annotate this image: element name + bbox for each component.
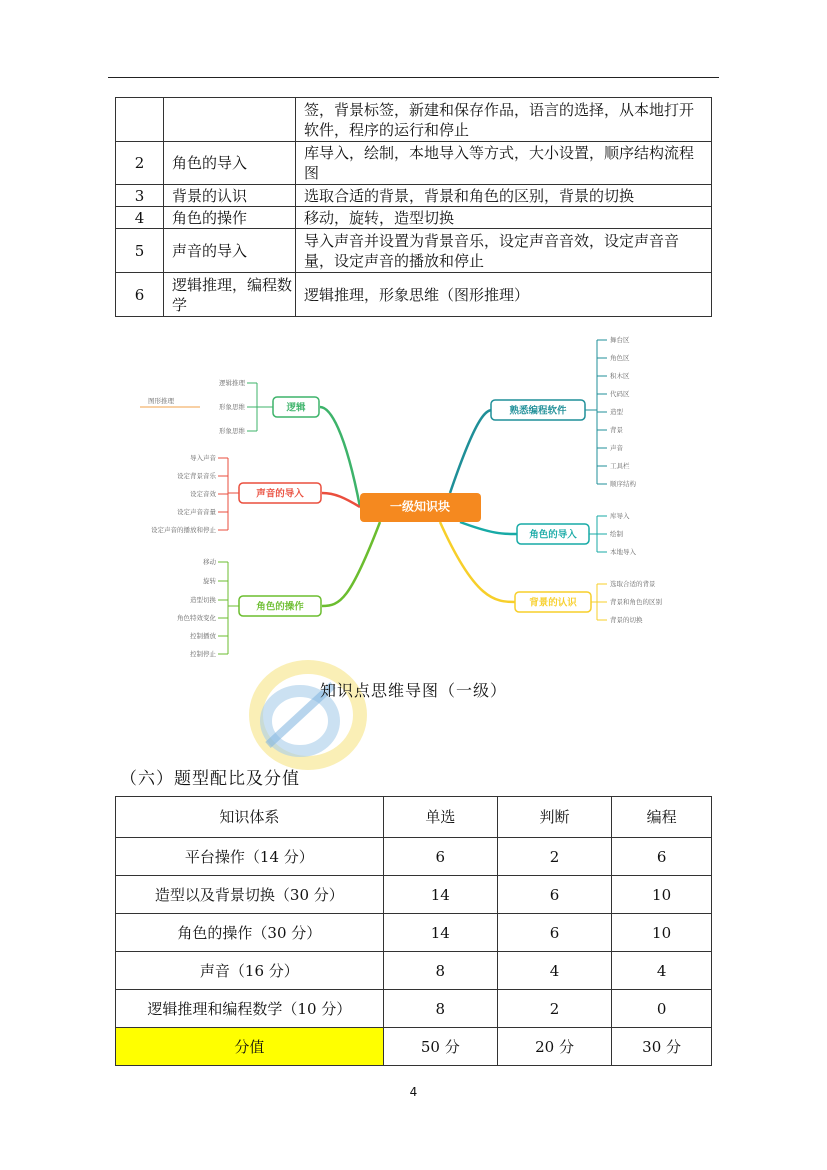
row-number: 4 [116,207,164,229]
leaf-label: 设定背景音乐 [177,472,216,480]
leaf-label: 控制停止 [190,650,216,658]
page-number: 4 [409,1085,418,1099]
table-cell: 10 [612,914,712,952]
center-node-label: 一级知识块 [389,499,451,514]
row-name: 背景的认识 [164,185,296,207]
table-cell: 逻辑推理和编程数学（10 分） [116,990,384,1028]
row-number: 3 [116,185,164,207]
table-cell: 6 [383,838,497,876]
table-cell: 10 [612,876,712,914]
branch-label: 声音的导入 [256,488,304,500]
header-cell: 编程 [612,797,712,838]
leaf-label: 旋转 [203,577,216,585]
branch-label: 角色的导入 [529,529,577,541]
table-row [116,838,712,876]
knowledge-table [115,97,712,317]
leaf-label: 设定声音的播放和停止 [151,526,216,534]
leaf-label: 角色特效变化 [177,614,216,622]
total-cell: 50 分 [383,1028,497,1066]
leaf-label: 本地导入 [610,548,636,556]
row-number [116,98,164,142]
branch-line [322,493,360,507]
table-cell: 14 [383,914,497,952]
leaf-label: 形象思维 [219,403,245,411]
row-number: 6 [116,273,164,317]
leaf-label: 导入声音 [190,454,216,462]
table-header-row [116,797,712,838]
branch-label: 逻辑 [286,402,306,414]
leaf-label: 顺序结构 [610,480,636,488]
row-name: 角色的操作 [164,207,296,229]
table-row [116,952,712,990]
leaf-label: 逻辑推理 [219,379,245,387]
row-content: 选取合适的背景，背景和角色的区别，背景的切换 [296,185,712,207]
leaf-label: 库导入 [610,512,630,520]
leaf-label: 声音 [610,444,623,452]
branch-line [450,410,492,493]
branch-label: 角色的操作 [256,601,304,613]
table-cell: 声音（16 分） [116,952,384,990]
section-title: （六）题型配比及分值 [120,769,300,789]
table-row [116,185,712,207]
leaf-label: 选取合适的背景 [610,580,656,588]
table-row [116,207,712,229]
leaf-label: 背景的切换 [610,616,643,624]
row-content: 签，背景标签，新建和保存作品，语言的选择，从本地打开软件，程序的运行和停止 [296,98,712,142]
branch-label: 熟悉编程软件 [509,405,567,417]
figure-caption: 知识点思维导图（一级） [319,681,507,700]
table-cell: 2 [497,990,611,1028]
leaf-label: 角色区 [610,354,630,362]
leaf-label: 背景和角色的区别 [610,598,662,606]
header-cell: 知识体系 [116,797,384,838]
row-content: 逻辑推理，形象思维（图形推理） [296,273,712,317]
row-content: 导入声音并设置为背景音乐，设定声音音效，设定声音音量，设定声音的播放和停止 [296,229,712,273]
leaf-label: 造型 [610,408,623,416]
total-label-cell: 分值 [116,1028,384,1066]
table-row [116,142,712,185]
table-cell: 14 [383,876,497,914]
leaf-label: 绘制 [610,530,623,538]
row-name: 逻辑推理，编程数学 [164,273,296,317]
table-cell: 6 [497,914,611,952]
row-number: 5 [116,229,164,273]
row-content: 库导入，绘制，本地导入等方式，大小设置，顺序结构流程图 [296,142,712,185]
total-cell: 30 分 [612,1028,712,1066]
table-cell: 造型以及背景切换（30 分） [116,876,384,914]
header-cell: 单选 [383,797,497,838]
table-cell: 6 [612,838,712,876]
total-row [116,1028,712,1066]
leaf-label: 形象思维 [219,427,245,435]
leaf-label: 造型切换 [190,596,216,604]
leaf-label: 代码区 [610,390,630,398]
branch-label: 背景的认识 [529,597,577,609]
leaf-label: 设定声音音量 [177,508,216,516]
leaf-label: 设定音效 [190,490,216,498]
table-cell: 4 [612,952,712,990]
row-name: 角色的导入 [164,142,296,185]
row-content: 移动，旋转，造型切换 [296,207,712,229]
score-table [115,796,712,1066]
watermark-logo [238,655,378,773]
table-row [116,876,712,914]
leaf-label: 积木区 [610,372,630,380]
leaf-label: 舞台区 [610,336,630,344]
header-cell: 判断 [497,797,611,838]
leaf-label: 背景 [610,426,623,434]
branch-line [322,522,380,606]
header-rule [108,77,719,78]
leaf-label: 工具栏 [610,462,630,470]
table-cell: 0 [612,990,712,1028]
table-row [116,273,712,317]
table-cell: 4 [497,952,611,990]
table-row [116,229,712,273]
table-row [116,914,712,952]
table-cell: 2 [497,838,611,876]
row-name: 声音的导入 [164,229,296,273]
row-name [164,98,296,142]
row-number: 2 [116,142,164,185]
table-cell: 8 [383,990,497,1028]
table-cell: 6 [497,876,611,914]
table-row [116,990,712,1028]
extra-leaf-label: 图形推理 [148,397,174,405]
table-cell: 平台操作（14 分） [116,838,384,876]
table-cell: 8 [383,952,497,990]
leaf-label: 控制播放 [190,632,216,640]
total-cell: 20 分 [497,1028,611,1066]
branch-line [460,522,517,534]
table-cell: 角色的操作（30 分） [116,914,384,952]
mind-map [130,330,710,665]
leaf-label: 移动 [203,558,216,566]
table-row [116,98,712,142]
